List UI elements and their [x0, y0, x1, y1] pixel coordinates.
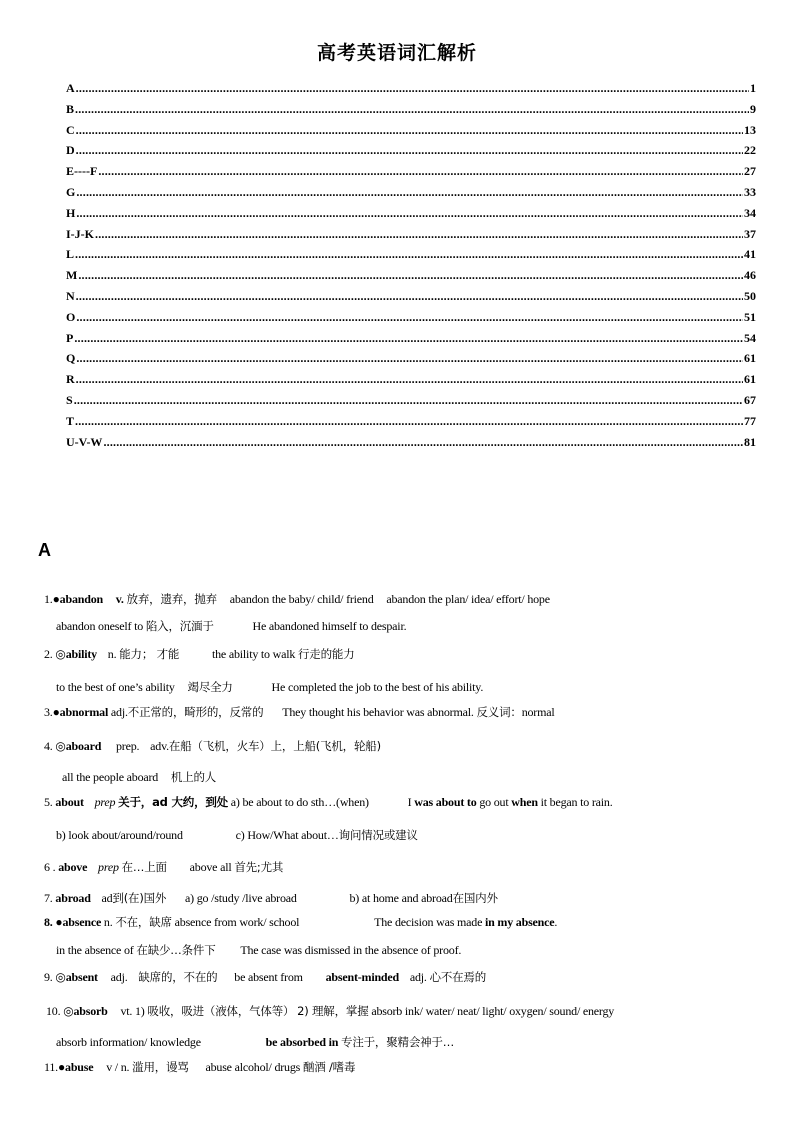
- phrase: abandon oneself to: [56, 619, 144, 633]
- example: abandon the baby/ child/ friend: [229, 592, 374, 606]
- phrase: absence from work/ school: [174, 915, 300, 929]
- entry-ability-line2: [56, 679, 483, 695]
- toc-label: E----F: [66, 164, 98, 179]
- definition: 缺席的，不在的: [138, 970, 218, 984]
- part-of-speech: adj.: [110, 970, 128, 984]
- headword: ability: [65, 647, 97, 661]
- toc-label: A: [66, 81, 75, 95]
- toc-label: C: [66, 122, 75, 137]
- phrase: in the absence of: [56, 943, 134, 957]
- toc-leader-dots: [75, 247, 743, 262]
- toc-page-number: 54: [744, 330, 756, 345]
- toc-leader-dots: [76, 289, 743, 304]
- headword: about: [55, 795, 84, 809]
- entry-number: 1.: [44, 592, 53, 606]
- phrase: abuse alcohol/ drugs: [205, 1060, 301, 1074]
- toc-label: U-V-W: [66, 434, 103, 449]
- toc-entry[interactable]: [66, 414, 756, 435]
- toc-entry[interactable]: [66, 123, 756, 144]
- part-of-speech: v / n.: [106, 1060, 130, 1074]
- headword: absent: [65, 970, 98, 984]
- section-heading: A: [38, 540, 51, 560]
- example-meaning: 行走的能力: [298, 647, 355, 661]
- toc-leader-dots: [78, 268, 743, 283]
- phrase-meaning: 专注于，聚精会神于…: [341, 1035, 455, 1049]
- definition: 关于，ad 大约，到处: [118, 795, 228, 809]
- entry-number: 5.: [44, 795, 53, 809]
- phrase-meaning: 陷入，沉湎于: [145, 619, 214, 633]
- mark-bullet-icon: ●: [55, 915, 63, 929]
- entry-number: 2.: [44, 647, 53, 661]
- toc-page-number: 50: [744, 288, 756, 303]
- antonym-label: 反义词：: [476, 705, 522, 719]
- toc-page-number: 22: [744, 143, 756, 158]
- phrase-meaning: 酗酒 /嗜毒: [302, 1060, 356, 1074]
- toc-leader-dots: [76, 206, 743, 221]
- part-of-speech: n.: [107, 647, 117, 661]
- entry-number: 3.: [44, 705, 53, 719]
- part-of-speech: adj.: [409, 970, 427, 984]
- phrase-meaning: 询问情况或建议: [338, 828, 418, 842]
- toc-label: P: [66, 330, 74, 345]
- toc-leader-dots: [76, 310, 743, 325]
- toc-page-number: 1: [750, 81, 756, 95]
- example-sentence: They thought his behavior was abnormal.: [282, 705, 474, 719]
- toc-page-number: 27: [744, 164, 756, 179]
- toc-leader-dots: [95, 227, 743, 242]
- headword: absorb: [73, 1004, 108, 1018]
- entry-absence: [44, 914, 557, 930]
- entry-number: 7.: [44, 891, 53, 905]
- headword: abandon: [59, 592, 103, 606]
- toc-label: D: [66, 143, 75, 158]
- part-of-speech: ad: [101, 891, 113, 905]
- definition: 2) 理解，掌握: [297, 1004, 369, 1018]
- toc-entry[interactable]: [66, 102, 756, 123]
- toc-label: I-J-K: [66, 226, 94, 241]
- entry-aboard-line2: [62, 769, 216, 785]
- entry-aboard: [44, 738, 381, 754]
- toc-leader-dots: [74, 393, 743, 408]
- part-of-speech: prep.: [116, 739, 140, 753]
- toc-label: H: [66, 205, 76, 220]
- toc-page-number: 61: [744, 372, 756, 387]
- toc-page-number: 51: [744, 309, 756, 324]
- toc-entry[interactable]: [66, 310, 756, 331]
- entry-absent: [44, 969, 486, 985]
- toc-page-number: 67: [744, 392, 756, 407]
- entry-abandon: [44, 591, 550, 607]
- mark-bullet-icon: ●: [52, 592, 60, 606]
- definition: 滥用，谩骂: [132, 1060, 189, 1074]
- toc-leader-dots: [98, 164, 743, 179]
- definition: 吸收，吸进（液体，气体等）: [147, 1004, 295, 1018]
- part-of-speech: adv.: [150, 739, 169, 753]
- headword: absence: [62, 915, 102, 929]
- example-sentence: He abandoned himself to despair.: [252, 619, 407, 633]
- toc-page-number: 34: [744, 205, 756, 220]
- part-of-speech: n.: [103, 915, 113, 929]
- phrase-meaning: 首先;尤其: [234, 860, 284, 874]
- example: abandon the plan/ idea/ effort/ hope: [386, 592, 550, 606]
- toc-entry[interactable]: [66, 331, 756, 352]
- toc-page-number: 41: [744, 247, 756, 262]
- entry-about: [44, 794, 613, 810]
- entry-abnormal: [44, 704, 555, 720]
- entry-absence-line2: [56, 942, 461, 958]
- headword: abnormal: [59, 705, 109, 719]
- entry-abroad: [44, 890, 498, 906]
- headword: aboard: [65, 739, 102, 753]
- example-sentence: The case was dismissed in the absence of proof.: [240, 943, 462, 957]
- entry-number: 8.: [44, 915, 53, 929]
- definition: 能力； 才能: [119, 647, 180, 661]
- toc-entry[interactable]: [66, 351, 756, 372]
- table-of-contents: [66, 81, 756, 455]
- toc-entry[interactable]: [66, 393, 756, 414]
- toc-label: S: [66, 392, 73, 407]
- mark-bullet-icon: ●: [52, 705, 60, 719]
- entry-number: 4.: [44, 739, 53, 753]
- phrase-meaning: 机上的人: [170, 770, 217, 784]
- entry-above: [44, 859, 283, 875]
- toc-label: T: [66, 413, 75, 428]
- toc-entry[interactable]: [66, 289, 756, 310]
- phrase: be absorbed in: [265, 1035, 339, 1049]
- headword: above: [58, 860, 88, 874]
- definition: 不在，缺席: [115, 915, 172, 929]
- toc-entry[interactable]: [66, 143, 756, 164]
- phrase: be absent from: [234, 970, 303, 984]
- toc-leader-dots: [76, 81, 749, 96]
- definition: 不正常的，畸形的，反常的: [127, 705, 264, 719]
- definition: 放弃，遗弃，抛弃: [126, 592, 217, 606]
- headword: abuse: [65, 1060, 94, 1074]
- part-of-speech: v.: [115, 592, 124, 606]
- entry-about-line2: [56, 827, 418, 843]
- mark-circle-icon: ◎: [55, 739, 66, 753]
- phrase: all the people aboard: [62, 770, 159, 784]
- toc-page-number: 37: [744, 226, 756, 241]
- entry-abandon-line2: [56, 618, 406, 634]
- toc-page-number: 13: [744, 122, 756, 137]
- toc-leader-dots: [75, 102, 749, 117]
- mark-bullet-icon: ●: [57, 1060, 66, 1074]
- example-sentence: The decision was made in my absence.: [374, 915, 558, 929]
- entry-number: 6 .: [44, 860, 56, 874]
- toc-label: G: [66, 184, 76, 199]
- phrase-meaning: 在国内外: [452, 891, 498, 905]
- toc-entry[interactable]: [66, 435, 756, 456]
- toc-label: B: [66, 101, 75, 116]
- part-of-speech: prep: [94, 795, 116, 809]
- entry-number: 11.: [44, 1060, 58, 1074]
- mark-circle-icon: ◎: [55, 647, 66, 661]
- antonym: normal: [521, 705, 555, 719]
- toc-leader-dots: [75, 414, 743, 429]
- toc-leader-dots: [76, 351, 743, 366]
- toc-entry[interactable]: [66, 372, 756, 393]
- entry-absorb: [46, 1003, 614, 1019]
- definition: 在船（飞机，火车）上，上船(飞机，轮船): [168, 739, 381, 753]
- phrase: a) be about to do sth…(when): [230, 795, 369, 809]
- toc-entry[interactable]: [66, 206, 756, 227]
- phrase: absorb information/ knowledge: [56, 1035, 201, 1049]
- toc-page-number: 61: [744, 351, 756, 366]
- phrase-meaning: 在缺少…条件下: [136, 943, 216, 957]
- related-word-meaning: 心不在焉的: [429, 970, 487, 984]
- phrase: to the best of one’s ability: [56, 680, 175, 694]
- toc-entry[interactable]: [66, 227, 756, 248]
- definition: 在…上面: [121, 860, 167, 874]
- mark-circle-icon: ◎: [63, 1004, 74, 1018]
- toc-label: R: [66, 372, 75, 387]
- headword: abroad: [55, 891, 91, 905]
- example: absorb ink/ water/ neat/ light/ oxygen/ sound/ energy: [371, 1004, 615, 1018]
- part-of-speech: adj.: [110, 705, 128, 719]
- related-word: absent-minded: [325, 970, 400, 984]
- example-sentence: I was about to go out when it began to rain.: [407, 795, 613, 809]
- toc-page-number: 46: [744, 268, 756, 283]
- phrase: b) look about/around/round: [56, 828, 183, 842]
- toc-label: Q: [66, 351, 76, 366]
- toc-leader-dots: [74, 331, 743, 346]
- entry-number: 9.: [44, 970, 53, 984]
- toc-label: O: [66, 309, 76, 324]
- toc-entry[interactable]: [66, 164, 756, 185]
- part-of-speech: prep: [98, 860, 119, 874]
- toc-page-number: 9: [750, 101, 756, 116]
- toc-leader-dots: [76, 372, 743, 387]
- example-sentence: He completed the job to the best of his ability.: [271, 680, 484, 694]
- toc-entry[interactable]: [66, 247, 756, 268]
- toc-page-number: 33: [744, 184, 756, 199]
- toc-leader-dots: [76, 123, 743, 138]
- toc-label: M: [66, 268, 78, 283]
- entry-number: 10.: [46, 1004, 61, 1018]
- phrase: c) How/What about…: [235, 828, 339, 842]
- example: the ability to walk: [212, 647, 296, 661]
- definition: 到(在)国外: [112, 891, 167, 905]
- page-title: 高考英语词汇解析: [316, 42, 477, 64]
- entry-ability: [44, 646, 355, 662]
- toc-leader-dots: [76, 185, 743, 200]
- toc-page-number: 81: [744, 434, 756, 449]
- phrase: a) go /study /live abroad: [185, 891, 297, 905]
- toc-page-number: 77: [744, 413, 756, 428]
- phrase: b) at home and abroad: [349, 891, 453, 905]
- entry-abuse: [44, 1059, 355, 1075]
- toc-entry[interactable]: [66, 185, 756, 206]
- toc-entry[interactable]: [66, 268, 756, 289]
- mark-circle-icon: ◎: [55, 970, 66, 984]
- entry-absorb-line2: [56, 1034, 454, 1050]
- phrase: above all: [189, 860, 232, 874]
- toc-label: L: [66, 247, 75, 262]
- part-of-speech: vt. 1): [120, 1004, 145, 1018]
- toc-label: N: [66, 288, 75, 303]
- toc-leader-dots: [103, 435, 743, 450]
- toc-entry[interactable]: [66, 81, 756, 102]
- toc-leader-dots: [76, 143, 743, 158]
- phrase-meaning: 竭尽全力: [187, 680, 233, 694]
